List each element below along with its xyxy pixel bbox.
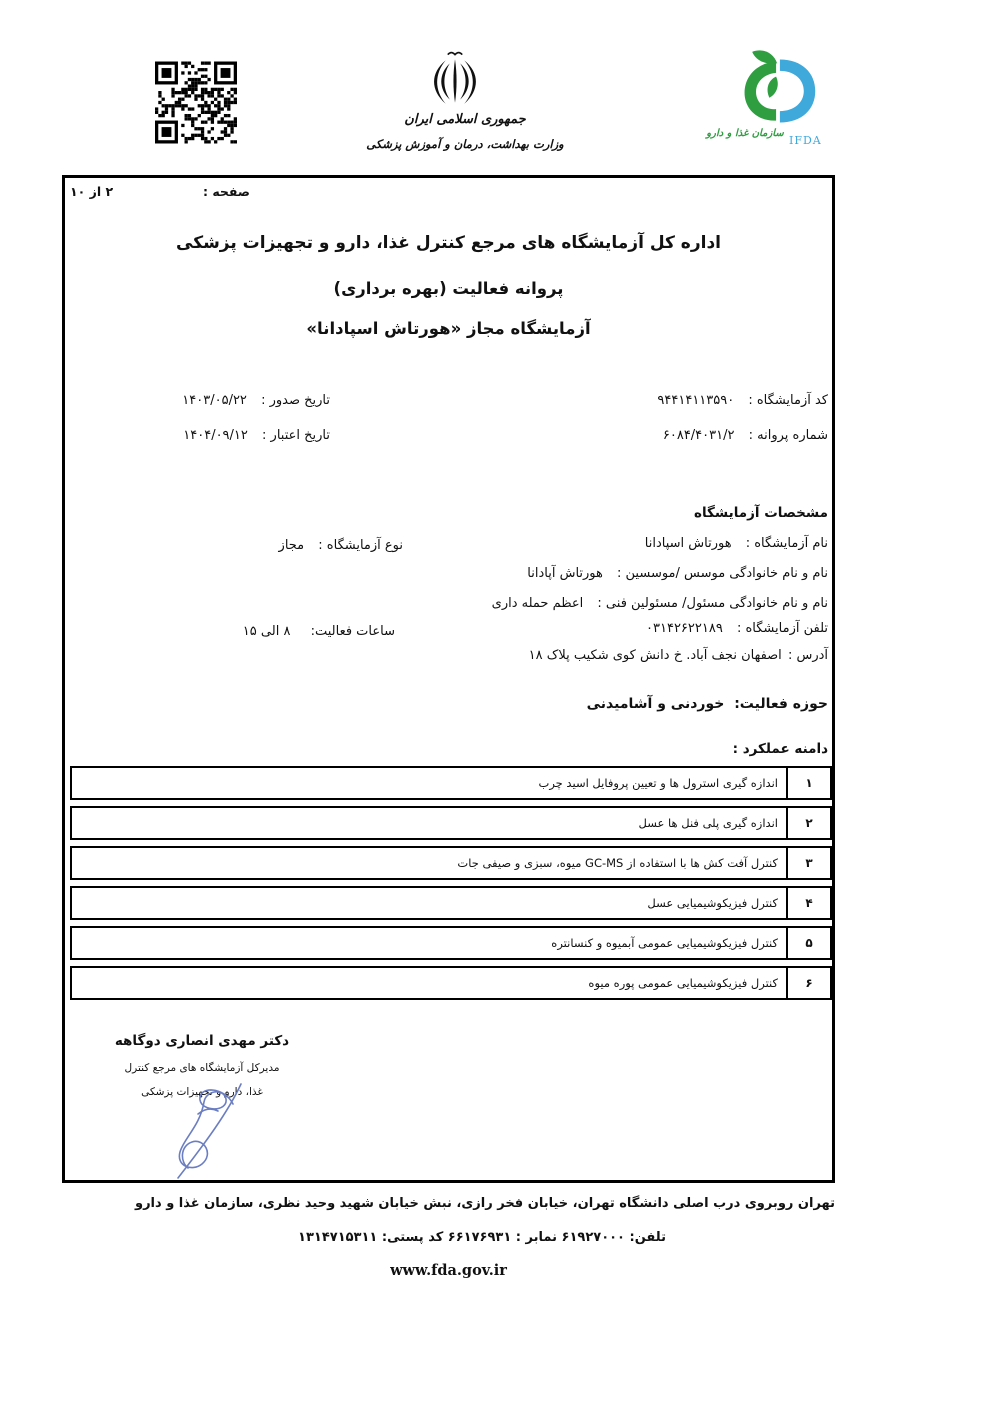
lab-address-value: اصفهان نجف آباد. خ دانش کوی شکیب پلاک ۱۸ — [528, 648, 782, 663]
scope-row-text: کنترل فیزیکوشیمیایی عمومی پوره میوه — [588, 976, 778, 990]
lab-name-line — [645, 536, 828, 551]
license-no-label: شماره پروانه : — [748, 428, 828, 443]
signatory-name: دکتر مهدی انصاری دوگاهه — [114, 1033, 290, 1049]
lab-code-line — [657, 393, 828, 408]
scope-row-text: کنترل فیزیکوشیمیایی عمومی آبمیوه و کنسانتره — [551, 936, 778, 950]
scope-row-text: اندازه گیری استرول ها و تعیین پروفایل اسید چرب — [538, 776, 778, 790]
expiry-date-label: تاریخ اعتبار : — [262, 428, 330, 443]
scope-row-number: ۵ — [786, 928, 830, 958]
signature-scribble — [140, 1078, 275, 1183]
technical-manager-value: اعظم حمله داری — [491, 596, 584, 611]
page-number-label: صفحه : — [202, 184, 250, 199]
scope-table-row — [70, 886, 832, 920]
lab-code-label: کد آزمایشگاه : — [748, 393, 828, 408]
scope-table-row — [70, 806, 832, 840]
scope-row-text: اندازه گیری پلی فنل ها عسل — [638, 816, 778, 830]
scope-heading: دامنه عملکرد : — [732, 741, 828, 757]
lab-name-value: هورتاش اسپادانا — [644, 536, 732, 551]
activity-field-label: حوزه فعالیت: — [734, 696, 828, 712]
lab-type-line — [279, 538, 403, 553]
signatory-role-line2: غذا، دارو و تجهیزات پزشکی — [141, 1086, 263, 1098]
qr-code — [155, 60, 237, 145]
scope-row-number: ۲ — [786, 808, 830, 838]
document-subtitle: پروانه فعالیت (بهره برداری) — [333, 279, 564, 298]
scope-row-number: ۶ — [786, 968, 830, 998]
signatory-role-line1: مدیرکل آزمایشگاه های مرجع کنترل — [124, 1062, 280, 1074]
document-title: اداره کل آزمایشگاه های مرجع کنترل غذا، دارو و تجهیزات پزشکی — [176, 233, 721, 253]
lab-address-line — [529, 648, 828, 663]
footer-contact: تلفن: ۶۱۹۲۷۰۰۰ نمابر : ۶۶۱۷۶۹۳۱ کد پستی: ۱۳۱۴۷۱۵۳۱۱ — [298, 1230, 666, 1245]
footer-website: www.fda.gov.ir — [390, 1262, 507, 1279]
technical-manager-line — [492, 596, 828, 611]
issue-date-line — [182, 393, 330, 408]
footer-address: تهران روبروی درب اصلی دانشگاه تهران، خیابان فخر رازی، نبش خیابان شهید وحید نظری، سازمان غذا و دارو — [134, 1196, 836, 1211]
activity-field-line — [587, 696, 828, 712]
working-hours-line — [243, 624, 395, 639]
scope-table-row — [70, 846, 832, 880]
scope-table-row — [70, 766, 832, 800]
ifda-logo — [700, 46, 830, 151]
lab-title: آزمایشگاه مجاز «هورتاش اسپادانا» — [306, 319, 591, 338]
lab-details-heading: مشخصات آزمایشگاه — [694, 505, 828, 521]
lab-phone-value: ۰۳۱۴۲۶۲۲۱۸۹ — [646, 621, 723, 636]
expiry-date-line — [183, 428, 330, 443]
scope-row-number: ۴ — [786, 888, 830, 918]
iran-emblem-icon — [429, 50, 481, 112]
working-hours-value: ۸ الی ۱۵ — [242, 624, 291, 639]
lab-address-label: آدرس : — [787, 648, 828, 663]
technical-manager-label: نام و نام خانوادگی مسئول/ مسئولین فنی : — [597, 596, 828, 611]
lab-type-value: مجاز — [278, 538, 305, 553]
founder-value: هورتاش آپادانا — [527, 566, 603, 581]
founder-line — [527, 566, 828, 581]
scope-row-number: ۳ — [786, 848, 830, 878]
scope-row-text: کنترل فیزیکوشیمیایی عسل — [647, 896, 778, 910]
ifda-abbr: IFDA — [789, 134, 822, 147]
scope-table-row — [70, 966, 832, 1000]
emblem-caption-line1: جمهوری اسلامی ایران — [404, 112, 526, 127]
expiry-date-value: ۱۴۰۴/۰۹/۱۲ — [183, 428, 248, 443]
license-no-value: ۶۰۸۴/۴۰۳۱/۲ — [662, 428, 735, 443]
page-number-value: ۲ از ۱۰ — [70, 184, 114, 199]
license-no-line — [663, 428, 828, 443]
scope-table-row — [70, 926, 832, 960]
scope-row-number: ۱ — [786, 768, 830, 798]
lab-name-label: نام آزمایشگاه : — [745, 536, 828, 551]
lab-code-value: ۹۴۴۱۴۱۱۳۵۹۰ — [657, 393, 735, 408]
lab-phone-label: تلفن آزمایشگاه : — [736, 621, 828, 636]
issue-date-value: ۱۴۰۳/۰۵/۲۲ — [182, 393, 247, 408]
ifda-apple-icon — [735, 48, 821, 134]
activity-field-value: خوردنی و آشامیدنی — [586, 696, 725, 712]
lab-type-label: نوع آزمایشگاه : — [318, 538, 403, 553]
scope-row-text: کنترل آفت کش ها با استفاده از GC-MS میوه، سبزی و صیفی جات — [457, 856, 778, 870]
founder-label: نام و نام خانوادگی موسس /موسسین : — [617, 566, 828, 581]
lab-phone-line — [646, 621, 828, 636]
working-hours-label: ساعات فعالیت: — [310, 624, 395, 639]
ministry-name: وزارت بهداشت، درمان و آموزش پزشکی — [366, 137, 564, 151]
issue-date-label: تاریخ صدور : — [261, 393, 330, 408]
ifda-org-name: سازمان غذا و دارو — [706, 128, 784, 139]
scope-table — [70, 766, 832, 1006]
